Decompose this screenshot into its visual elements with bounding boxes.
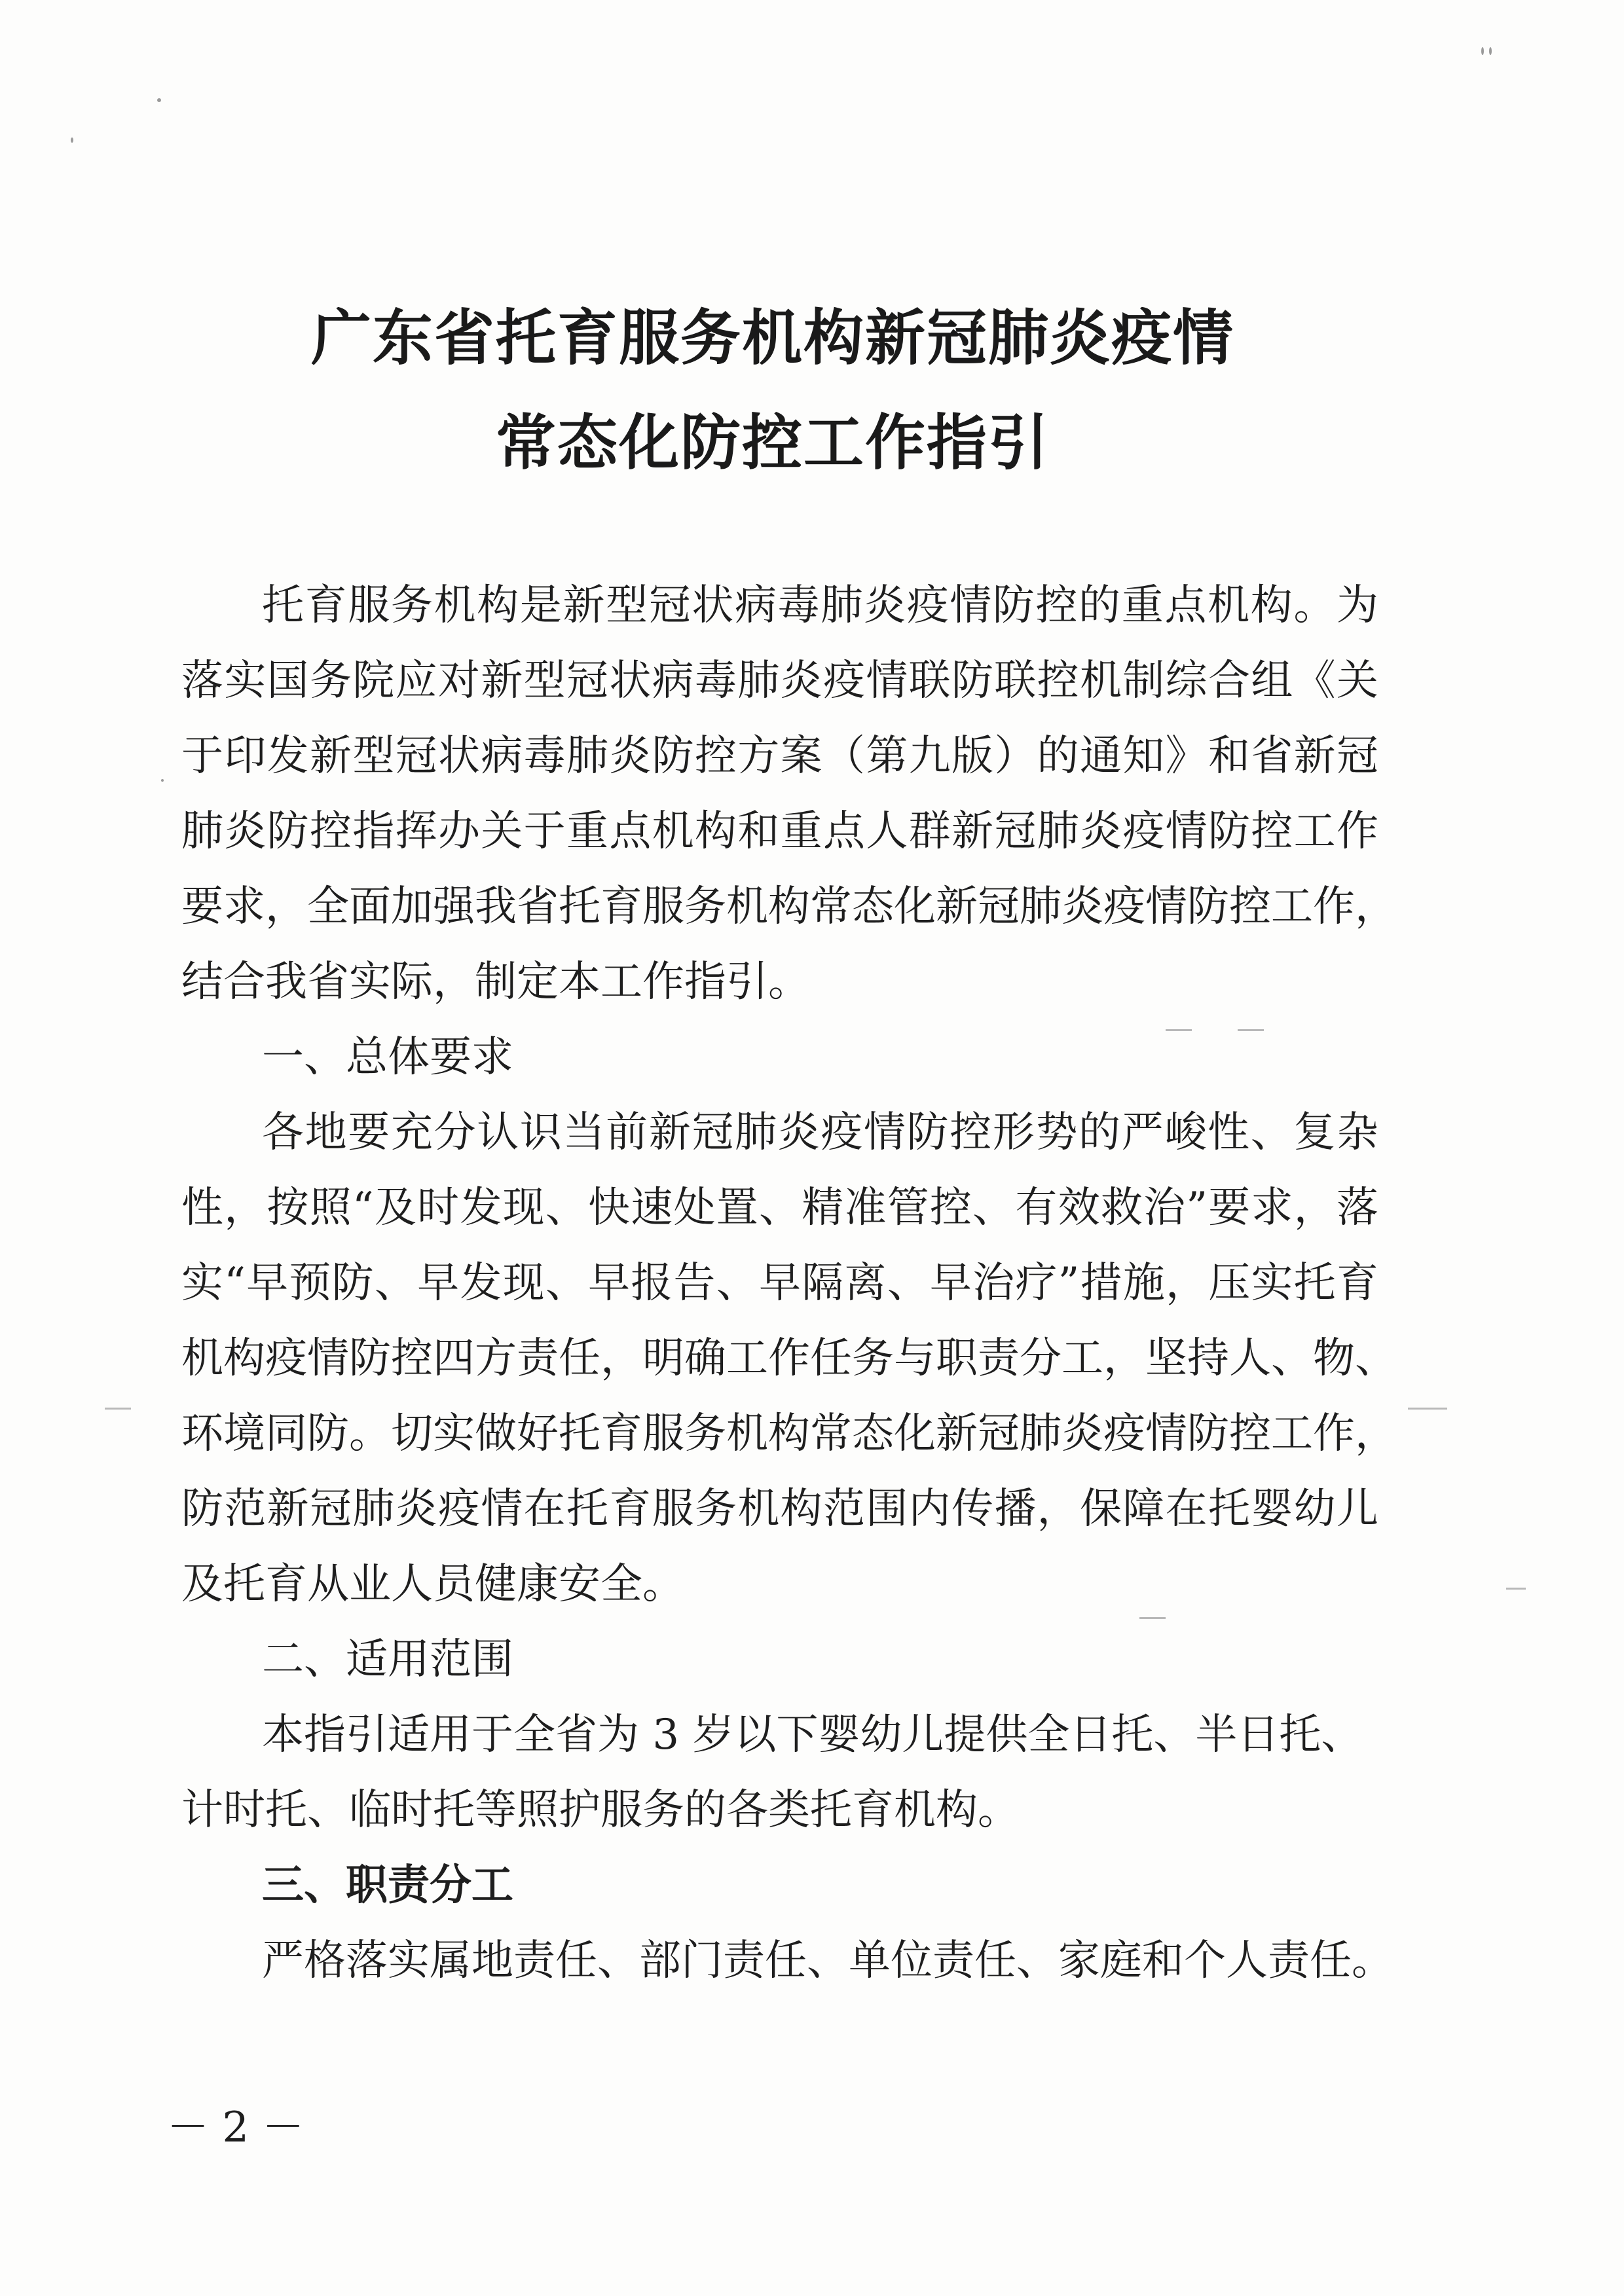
intro-line: 托育服务机构是新型冠状病毒肺炎疫情防控的重点机构。为 (262, 581, 1378, 630)
section-heading-scope: 二、适用范围 (262, 1635, 513, 1684)
page-number: － 2 － (167, 2104, 304, 2152)
section-1-line: 各地要充分认识当前新冠肺炎疫情防控形势的严峻性、复杂 (262, 1108, 1378, 1157)
section-3-line: 严格落实属地责任、部门责任、单位责任、家庭和个人责任。 (262, 1937, 1393, 1985)
scan-dash (1139, 1617, 1166, 1619)
intro-line: 肺炎防控指挥办关于重点机构和重点人群新冠肺炎疫情防控工作 (181, 807, 1378, 856)
scan-dash (1166, 1029, 1192, 1031)
intro-line: 要求，全面加强我省托育服务机构常态化新冠肺炎疫情防控工作， (181, 883, 1397, 931)
document-title-line-2: 常态化防控工作指引 (495, 407, 1050, 478)
section-1-line: 环境同防。切实做好托育服务机构常态化新冠肺炎疫情防控工作， (181, 1410, 1397, 1458)
scan-speck (1489, 47, 1492, 55)
section-1-line: 机构疫情防控四方责任，明确工作任务与职责分工，坚持人、物、 (181, 1334, 1397, 1383)
section-heading-general-requirements: 一、总体要求 (262, 1033, 513, 1082)
section-heading-responsibilities: 三、职责分工 (262, 1861, 513, 1910)
section-1-line: 性，按照“及时发现、快速处置、精准管控、有效救治”要求，落 (181, 1184, 1378, 1232)
section-1-line: 防范新冠肺炎疫情在托育服务机构范围内传播，保障在托婴幼儿 (181, 1485, 1378, 1533)
scan-speck (157, 98, 161, 102)
scan-dash (1238, 1029, 1264, 1031)
intro-line: 于印发新型冠状病毒肺炎防控方案（第九版）的通知》和省新冠 (181, 732, 1378, 780)
section-1-line: 实“早预防、早发现、早报告、早隔离、早治疗”措施，压实托育 (181, 1259, 1378, 1307)
scan-dash (1506, 1588, 1526, 1590)
scan-dash (1408, 1408, 1447, 1410)
scan-dash (105, 1408, 131, 1410)
intro-line: 落实国务院应对新型冠状病毒肺炎疫情联防联控机制综合组《关 (181, 657, 1378, 705)
section-2-line: 本指引适用于全省为 3 岁以下婴幼儿提供全日托、半日托、 (262, 1711, 1363, 1759)
scan-speck (71, 137, 73, 143)
section-1-line: 及托育从业人员健康安全。 (181, 1560, 684, 1609)
intro-line: 结合我省实际，制定本工作指引。 (181, 958, 810, 1006)
section-2-line: 计时托、临时托等照护服务的各类托育机构。 (181, 1786, 1020, 1834)
scan-speck (1481, 47, 1484, 55)
document-title-line-1: 广东省托育服务机构新冠肺炎疫情 (310, 302, 1234, 373)
scan-speck (161, 779, 164, 782)
